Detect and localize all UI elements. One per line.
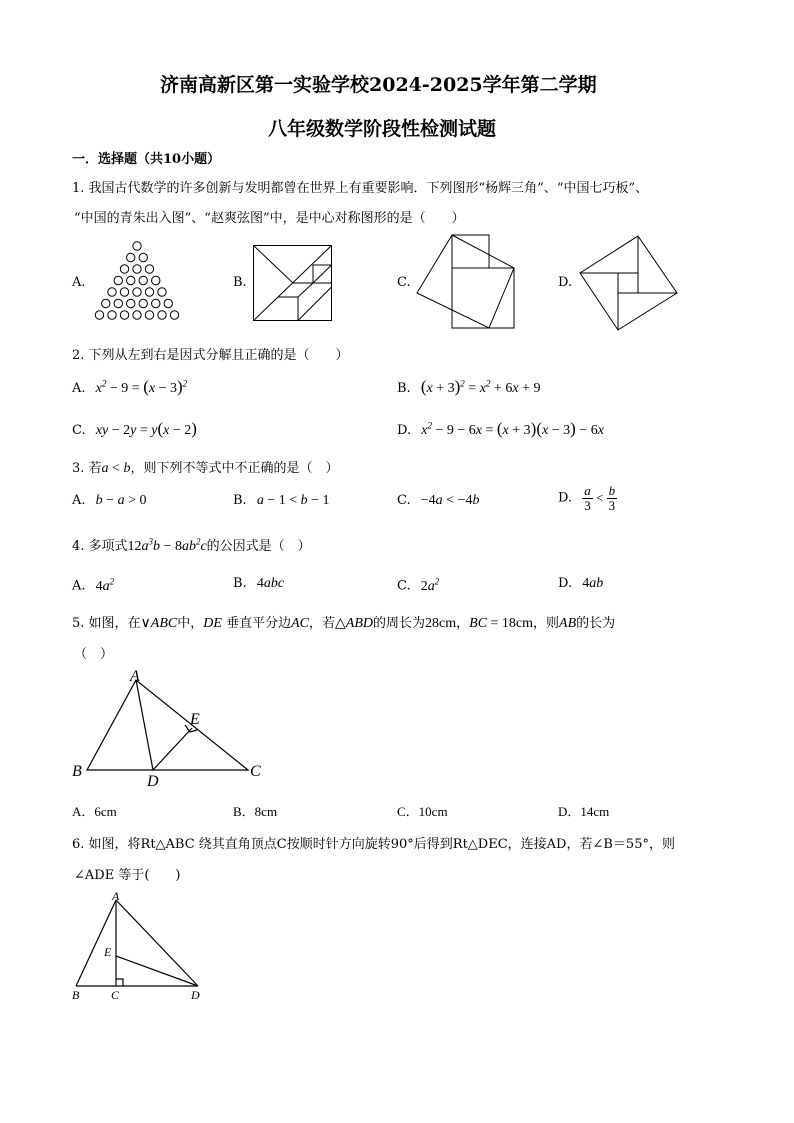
q4-stem-prefix: 4. 多项式 xyxy=(72,539,128,554)
yang-hui-dot xyxy=(133,242,141,250)
q4-stem-suffix: 的公因式是（ ） xyxy=(206,539,311,554)
q3-option-d-label: D. xyxy=(558,490,573,506)
q2-option-a[interactable] xyxy=(72,377,187,397)
yang-hui-dot xyxy=(158,311,166,319)
q2-option-a-formula: $x^2 - 9 = (x - 3)^2$ xyxy=(95,377,188,396)
q5-de: DE xyxy=(203,616,222,631)
q3-condition: a < b xyxy=(101,461,131,476)
q2-option-c-label: C. xyxy=(72,423,86,438)
q2-option-d-formula: $x^2 - 9 - 6x = (x + 3)(x - 3) - 6x$ xyxy=(421,419,604,438)
yang-hui-dot xyxy=(139,253,147,261)
q1-option-c-label: C. xyxy=(397,275,411,290)
q6-rotation-figure xyxy=(66,890,216,1005)
q3-option-a[interactable] xyxy=(72,493,146,509)
yang-hui-dot xyxy=(127,299,135,307)
yang-hui-dot xyxy=(139,299,147,307)
q2-option-b[interactable] xyxy=(397,377,540,397)
q4-option-c[interactable] xyxy=(397,576,439,595)
q5-stem-line2: （ ） xyxy=(74,647,114,662)
q3-stem-suffix: ，则下列不等式中不正确的是（ ） xyxy=(130,461,339,476)
q5-stem-part: ， xyxy=(456,616,470,631)
yang-hui-dot xyxy=(114,276,122,284)
q5-option-c[interactable]: C．10cm xyxy=(397,804,448,819)
q4-option-b[interactable] xyxy=(233,576,284,592)
q5-option-d[interactable]: D．14cm xyxy=(558,804,610,819)
yang-hui-dot xyxy=(164,299,172,307)
q4-option-c-formula: $2a^2$ xyxy=(420,576,440,594)
zhao-shuang-figure xyxy=(578,235,680,332)
q3-option-c[interactable] xyxy=(397,493,479,509)
q2-option-b-formula: $(x + 3)^2 = x^2 + 6x + 9$ xyxy=(420,377,541,396)
yang-hui-dot xyxy=(139,276,147,284)
q1-stem-line1: 1. 我国古代数学的许多创新与发明都曾在世界上有重要影响．下列图形“杨辉三角”、“中国七巧板”、 xyxy=(72,181,649,196)
q5-label-c: C xyxy=(250,763,261,780)
q5-ac: AC xyxy=(291,616,309,631)
q3-option-c-label: C. xyxy=(397,493,411,508)
q1-option-a-label: A. xyxy=(72,275,86,290)
yang-hui-dot xyxy=(145,288,153,296)
title-line-1: 济南高新区第一实验学校2024-2025学年第二学期 xyxy=(160,74,597,96)
qing-zhu-figure xyxy=(415,233,517,330)
q5-stem-part: 垂直平分边 xyxy=(226,616,292,631)
yang-hui-dot xyxy=(120,265,128,273)
q2-option-b-label: B. xyxy=(397,381,411,396)
q5-stem-part: 的周长为 xyxy=(373,616,426,631)
q5-label-b: B xyxy=(72,763,82,780)
q5-stem-line1 xyxy=(72,612,615,632)
yang-hui-dot xyxy=(133,288,141,296)
q5-ab: AB xyxy=(559,616,577,631)
q1-option-d-label: D. xyxy=(558,275,573,290)
q4-option-d[interactable] xyxy=(558,576,603,592)
q6-stem-line1: 6. 如图，将Rt△ABC 绕其直角顶点C按顺时针方向旋转90°后得到Rt△DEC，连接AD，若∠B＝55°，则 xyxy=(72,837,675,852)
q2-option-c-formula: xy − 2y = y(x − 2) xyxy=(95,419,197,438)
q2-option-d-label: D. xyxy=(397,423,412,438)
q5-stem-part: ，则 xyxy=(533,616,560,631)
q5-label-d: D xyxy=(147,773,159,790)
q5-bc: BC = 18cm xyxy=(469,616,534,631)
q6-label-a: A xyxy=(112,889,120,903)
yang-hui-dot xyxy=(114,299,122,307)
q3-option-a-formula: b − a > 0 xyxy=(95,493,147,508)
q5-stem-part: 5. 如图，在 xyxy=(72,616,141,631)
yang-hui-dot xyxy=(108,288,116,296)
q4-option-b-label: B. xyxy=(233,576,247,591)
yang-hui-dot xyxy=(108,311,116,319)
q5-triangle-figure xyxy=(70,668,270,788)
q6-label-d: D xyxy=(191,988,200,1002)
title-line-2: 八年级数学阶段性检测试题 xyxy=(268,118,497,140)
section-heading: 一．选择题（共10小题） xyxy=(72,152,221,167)
q4-stem xyxy=(72,535,311,555)
yang-hui-dot xyxy=(120,311,128,319)
yang-hui-dot xyxy=(152,276,160,284)
q3-option-d-formula: $\frac{a}{3}$ < $\frac{b}{3}$ xyxy=(584,483,616,513)
q3-option-b-label: B. xyxy=(233,493,247,508)
yang-hui-dot xyxy=(133,311,141,319)
q4-polynomial: $12a^3b - 8ab^2c$ xyxy=(127,536,207,554)
q3-option-c-formula: −4a < −4b xyxy=(420,493,480,508)
q4-option-a[interactable] xyxy=(72,576,114,595)
q2-stem: 2. 下列从左到右是因式分解且正确的是（ ） xyxy=(72,348,349,363)
yang-hui-dot xyxy=(95,311,103,319)
q3-option-a-label: A. xyxy=(72,493,86,508)
yang-hui-dot xyxy=(145,265,153,273)
q5-label-e: E xyxy=(190,711,200,728)
q2-option-c[interactable] xyxy=(72,419,197,439)
q5-option-a[interactable]: A．6cm xyxy=(72,804,117,819)
yang-hui-dot xyxy=(145,311,153,319)
q3-option-b-formula: a − 1 < b − 1 xyxy=(256,493,330,508)
q5-perimeter: 28cm xyxy=(425,616,457,631)
yang-hui-dot xyxy=(102,299,110,307)
yang-hui-dot xyxy=(127,276,135,284)
tangram-figure xyxy=(253,245,333,321)
yang-hui-dot xyxy=(170,311,178,319)
q3-option-d[interactable] xyxy=(558,484,617,513)
q3-stem xyxy=(72,457,338,477)
q2-option-a-label: A. xyxy=(72,381,86,396)
q4-option-b-formula: 4abc xyxy=(256,576,285,591)
yang-hui-dot xyxy=(158,288,166,296)
q3-option-b[interactable] xyxy=(233,493,330,509)
yang-hui-triangle-figure xyxy=(90,240,185,325)
yang-hui-dot xyxy=(120,288,128,296)
yang-hui-dot xyxy=(152,299,160,307)
q4-option-c-label: C. xyxy=(397,578,411,594)
q2-option-d[interactable] xyxy=(397,419,604,439)
q6-label-b: B xyxy=(72,988,80,1002)
q3-stem-prefix: 3. 若 xyxy=(72,461,102,476)
q5-stem-part: ，若 xyxy=(308,616,335,631)
q5-stem-part: 中， xyxy=(177,616,204,631)
q5-option-b[interactable]: B．8cm xyxy=(233,804,278,819)
q6-stem-line2: ∠ADE 等于( ) xyxy=(74,868,181,883)
q4-option-d-formula: 4ab xyxy=(582,576,604,591)
q1-option-b-label: B. xyxy=(233,275,247,290)
q5-label-a: A xyxy=(130,668,140,685)
q6-label-e: E xyxy=(104,945,112,959)
q4-option-a-formula: $4a^2$ xyxy=(95,576,115,594)
q6-label-c: C xyxy=(111,988,120,1002)
q4-option-a-label: A. xyxy=(72,578,86,594)
yang-hui-dot xyxy=(127,253,135,261)
q5-triangle-abc: ∨ABC xyxy=(140,616,178,631)
yang-hui-dot xyxy=(133,265,141,273)
q5-triangle-abd: △ABD xyxy=(335,616,373,631)
q4-option-d-label: D. xyxy=(558,576,573,591)
q1-stem-line2: “中国的青朱出入图”、“赵爽弦图”中，是中心对称图形的是（ ） xyxy=(74,211,465,226)
q5-stem-part: 的长为 xyxy=(576,616,616,631)
